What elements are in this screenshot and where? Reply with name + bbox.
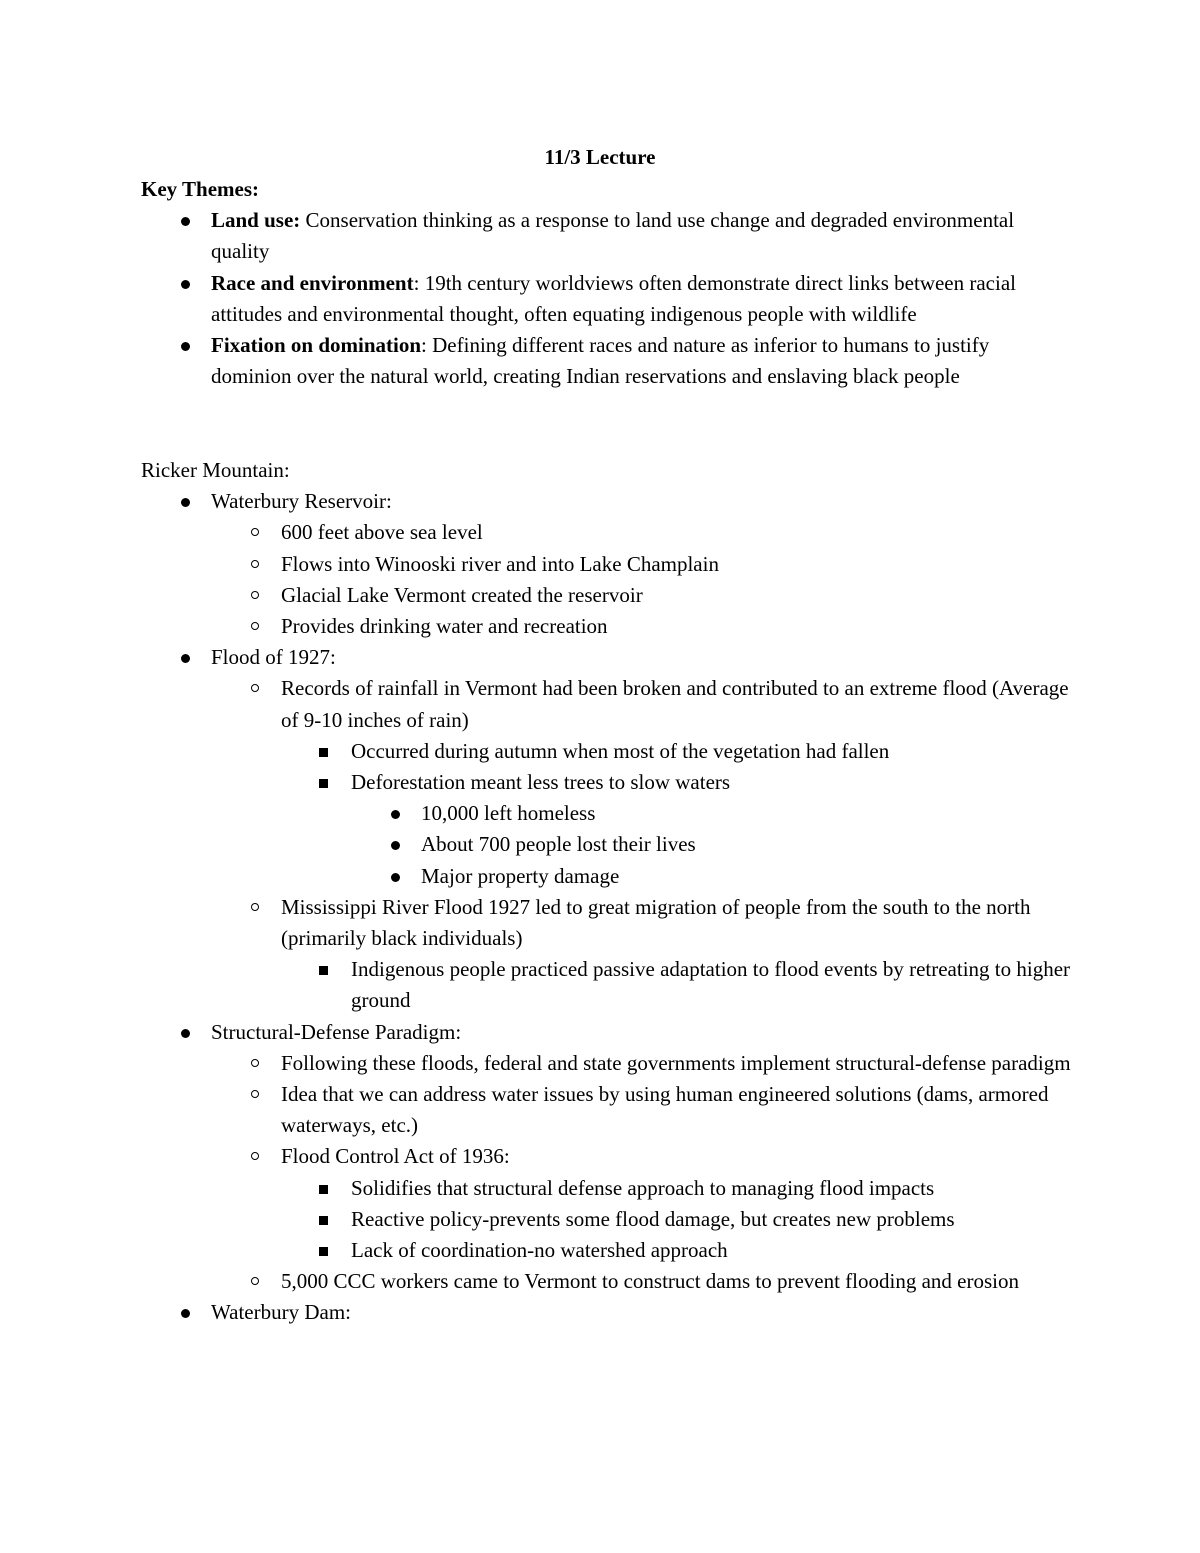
square-bullet-icon xyxy=(319,1247,328,1256)
list-item xyxy=(141,330,1071,392)
document-body xyxy=(141,174,1071,392)
list-item xyxy=(141,268,1071,330)
list-item xyxy=(351,829,1081,860)
key-themes-heading: Key Themes: xyxy=(141,177,260,201)
hollow-bullet-icon xyxy=(251,528,259,536)
list-item-text: Provides drinking water and recreation xyxy=(281,614,608,639)
list-item xyxy=(281,1235,1081,1266)
theme-text: : 19th century worldviews often demonstrate direct links between racial attitudes and environmental thought, often equating indigenous people with wildlife xyxy=(211,270,1016,326)
list-item-text: Idea that we can address water issues by using human engineered solutions (dams, armored waterways, etc.) xyxy=(281,1082,1049,1138)
hollow-bullet-icon xyxy=(251,1152,259,1160)
bullet-icon xyxy=(181,654,190,663)
hollow-bullet-icon xyxy=(251,560,259,568)
list-item xyxy=(211,1048,1081,1079)
list-item xyxy=(211,1266,1081,1297)
list-item xyxy=(141,1297,1081,1328)
list-item xyxy=(211,673,1081,891)
square-bullet-icon xyxy=(319,1185,328,1194)
hollow-bullet-icon xyxy=(251,903,259,911)
list-item-text: Solidifies that structural defense approach to managing flood impacts xyxy=(351,1175,935,1200)
square-bullet-icon xyxy=(319,779,328,788)
hollow-bullet-icon xyxy=(251,1277,259,1285)
list-item xyxy=(351,798,1081,829)
hollow-bullet-icon xyxy=(251,591,259,599)
list-item-text: Occurred during autumn when most of the vegetation had fallen xyxy=(351,738,890,763)
list-item xyxy=(211,580,1081,611)
bullet-icon xyxy=(181,342,190,351)
theme-term: Fixation on domination xyxy=(211,333,422,358)
list-item xyxy=(211,892,1081,1017)
theme-term: Land use: xyxy=(211,208,301,233)
dam-label: Waterbury Dam: xyxy=(211,1300,352,1325)
theme-text: Conservation thinking as a response to land use change and degraded environmental quality xyxy=(211,208,1015,264)
list-item-text: Indigenous people practiced passive adaptation to flood events by retreating to higher ground xyxy=(351,957,1071,1013)
list-item-text: Major property damage xyxy=(421,863,620,888)
list-item-text: Deforestation meant less trees to slow waters xyxy=(351,770,731,795)
theme-text: : Defining different races and nature as inferior to humans to justify dominion over the natural world, creating Indian reservations and enslaving black people xyxy=(211,333,990,389)
bullet-icon xyxy=(181,498,190,507)
list-item-text: Glacial Lake Vermont created the reservoir xyxy=(281,582,643,607)
theme-term: Race and environment xyxy=(211,270,414,295)
list-item xyxy=(281,1204,1081,1235)
bullet-icon xyxy=(181,217,190,226)
list-item-text: 600 feet above sea level xyxy=(281,520,483,545)
list-item xyxy=(211,1079,1081,1141)
ricker-list xyxy=(141,486,1081,1328)
key-themes-list xyxy=(141,205,1071,392)
square-bullet-icon xyxy=(319,966,328,975)
mississippi-list xyxy=(281,954,1081,1016)
page-title: 11/3 Lecture xyxy=(544,145,656,169)
ricker-heading: Ricker Mountain: xyxy=(141,458,290,482)
flood-impacts-list xyxy=(351,798,1081,892)
hollow-bullet-icon xyxy=(251,1090,259,1098)
list-item-text: 5,000 CCC workers came to Vermont to construct dams to prevent flooding and erosion xyxy=(281,1269,1019,1294)
square-bullet-icon xyxy=(319,1216,328,1225)
reservoir-label: Waterbury Reservoir: xyxy=(211,489,392,514)
bullet-icon xyxy=(391,810,400,819)
list-item-text: Records of rainfall in Vermont had been broken and contributed to an extreme flood (Average of 9-10 inches of rain) xyxy=(281,676,1069,732)
list-item xyxy=(351,861,1081,892)
list-item xyxy=(211,549,1081,580)
bullet-icon xyxy=(391,873,400,882)
flood-list xyxy=(211,673,1081,1016)
list-item xyxy=(141,642,1081,1016)
list-item-text: Reactive policy-prevents some flood damage, but creates new problems xyxy=(351,1206,955,1231)
list-item-text: Mississippi River Flood 1927 led to great migration of people from the south to the north (primarily black individuals) xyxy=(281,894,1031,951)
list-item xyxy=(281,767,1081,892)
bullet-icon xyxy=(181,1309,190,1318)
hollow-bullet-icon xyxy=(251,684,259,692)
list-item xyxy=(211,517,1081,548)
bullet-icon xyxy=(391,841,400,850)
act-list xyxy=(281,1173,1081,1267)
flood-label: Flood of 1927: xyxy=(211,645,336,670)
reservoir-list xyxy=(211,517,1081,642)
list-item xyxy=(141,205,1071,267)
list-item-text: Flood Control Act of 1936: xyxy=(281,1144,510,1169)
list-item xyxy=(281,736,1081,767)
list-item xyxy=(211,1141,1081,1266)
list-item-text: Following these floods, federal and state governments implement structural-defense paradigm xyxy=(281,1050,1071,1075)
list-item xyxy=(281,1173,1081,1204)
list-item xyxy=(281,954,1081,1016)
bullet-icon xyxy=(181,1029,190,1038)
hollow-bullet-icon xyxy=(251,622,259,630)
list-item xyxy=(141,486,1081,642)
list-item xyxy=(141,1017,1081,1298)
ricker-section xyxy=(141,455,1081,1329)
bullet-icon xyxy=(181,280,190,289)
structural-label: Structural-Defense Paradigm: xyxy=(211,1019,462,1044)
flood-details-list xyxy=(281,736,1081,892)
list-item-text: About 700 people lost their lives xyxy=(421,832,696,857)
list-item-text: Lack of coordination-no watershed approach xyxy=(351,1238,728,1263)
hollow-bullet-icon xyxy=(251,1059,259,1067)
square-bullet-icon xyxy=(319,748,328,757)
list-item-text: Flows into Winooski river and into Lake Champlain xyxy=(281,551,719,576)
list-item xyxy=(211,611,1081,642)
structural-list xyxy=(211,1048,1081,1298)
list-item-text: 10,000 left homeless xyxy=(421,801,596,826)
